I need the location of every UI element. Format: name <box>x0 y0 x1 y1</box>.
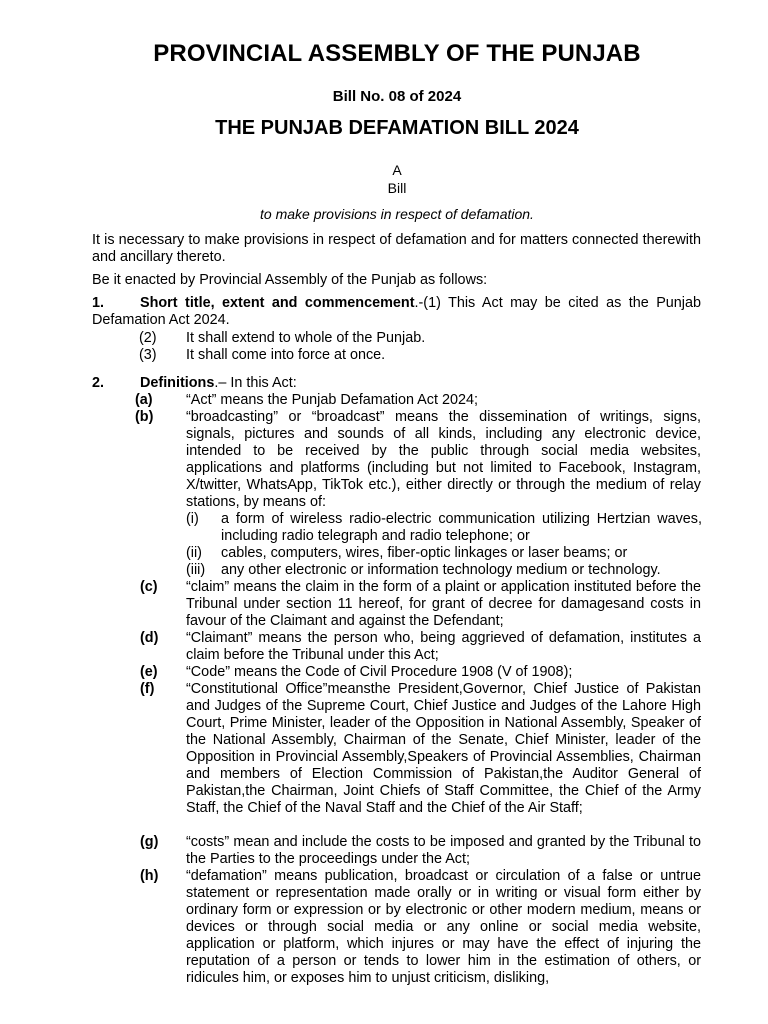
preamble-necessity: It is necessary to make provisions in respect of defamation and for matters connected therewith and ancillary thereto. <box>92 232 701 265</box>
definition-act: “Act” means the Punjab Defamation Act 2024; <box>186 392 478 408</box>
definition-claimant: “Claimant” means the person who, being aggrieved of defamation, institutes a claim before the Tribunal under this Act; <box>186 630 701 663</box>
assembly-title: PROVINCIAL ASSEMBLY OF THE PUNJAB <box>153 40 641 67</box>
definition-label: (c) <box>140 579 158 595</box>
bill-title: THE PUNJAB DEFAMATION BILL 2024 <box>215 117 579 139</box>
definition-label: (a) <box>135 392 153 408</box>
broadcasting-means-wireless: a form of wireless radio-electric communication utilizing Hertzian waves, including radio telegraph and radio telephone; or <box>221 511 702 544</box>
section-1 <box>92 295 701 329</box>
section-2-number: 2. <box>92 375 105 391</box>
broadcasting-means-cables: cables, computers, wires, fiber-optic linkages or laser beams; or <box>221 545 628 561</box>
section-2-intro: .– In this Act: <box>214 375 297 391</box>
section-1-sub-2-text: It shall extend to whole of the Punjab. <box>186 330 426 346</box>
definition-label: (g) <box>140 834 159 850</box>
section-1-sub-2-label: (2) <box>139 330 157 346</box>
definition-label: (b) <box>135 409 154 425</box>
section-1-number: 1. <box>92 295 105 311</box>
clause-label: (iii) <box>186 562 206 578</box>
definition-label: (h) <box>140 868 159 884</box>
definition-label: (f) <box>140 681 155 697</box>
definition-claim: “claim” means the claim in the form of a plaint or application instituted before the Tribunal under section 11 hereof, for grant of decree for damagesand costs in favour of the Claimant and against the Defendant; <box>186 579 701 629</box>
broadcasting-means-other: any other electronic or information technology medium or technology. <box>221 562 661 578</box>
clause-label: (ii) <box>186 545 202 561</box>
article-a: A <box>392 162 402 178</box>
section-1-sub-3-label: (3) <box>139 347 157 363</box>
bill-word: Bill <box>387 180 407 196</box>
definition-code: “Code” means the Code of Civil Procedure 1908 (V of 1908); <box>186 664 573 680</box>
section-1-sub-3-text: It shall come into force at once. <box>186 347 386 363</box>
section-1-heading: Short title, extent and commencement <box>140 295 415 311</box>
section-1-text: .-(1) This Act may be cited as the Punjab Defamation Act 2024. <box>92 295 702 328</box>
clause-label: (i) <box>186 511 199 527</box>
enacting-clause: Be it enacted by Provincial Assembly of the Punjab as follows: <box>92 272 488 288</box>
bill-purpose: to make provisions in respect of defamation. <box>260 206 534 222</box>
definition-costs: “costs” mean and include the costs to be imposed and granted by the Tribunal to the Parties to the proceedings under the Act; <box>186 834 701 867</box>
section-2-heading-line <box>92 375 297 391</box>
definition-constitutional-office: “Constitutional Office”meansthe President,Governor, Chief Justice of Pakistan and Judges of the Supreme Court, Chief Justice and Judges of the Lahore High Court, Prime Minister, leader of the Opposition in National Assembly, Speaker of the National Assembly, Chairman of the Senate, Chief Minister, leader of the Opposition in Provincial Assembly,Speakers of Provincial Assemblies, Chairman and members of Election Commission of Pakistan,the Auditor General of Pakistan,the Chairman, Joint Chiefs of Staff Committee, the Chief of the Army Staff, the Chief of the Naval Staff and the Chief of the Air Staff; <box>186 681 701 816</box>
definition-defamation: “defamation” means publication, broadcast or circulation of a false or untrue statement or representation made orally or in writing or visual form either by ordinary form or expression or by electronic or other modern medium, means or devices or through social media or any online or social media website, application or platform, which injures or may have the effect of injuring the reputation of a person or tends to lower him in the estimation of others, or ridicules him, or exposes him to unjust criticism, disliking, <box>186 868 701 986</box>
definition-label: (e) <box>140 664 158 680</box>
definition-label: (d) <box>140 630 159 646</box>
bill-number: Bill No. 08 of 2024 <box>332 88 462 105</box>
definition-broadcasting: “broadcasting” or “broadcast” means the dissemination of writings, signs, signals, pictures and sounds of all kinds, including any electronic device, intended to be received by the public through social media websites, applications and platforms (including but not limited to Facebook, Instagram, X/twitter, WhatsApp, TikTok etc.), either directly or through the medium of relay stations, by means of: <box>186 409 701 510</box>
section-2-heading: Definitions <box>140 375 215 391</box>
